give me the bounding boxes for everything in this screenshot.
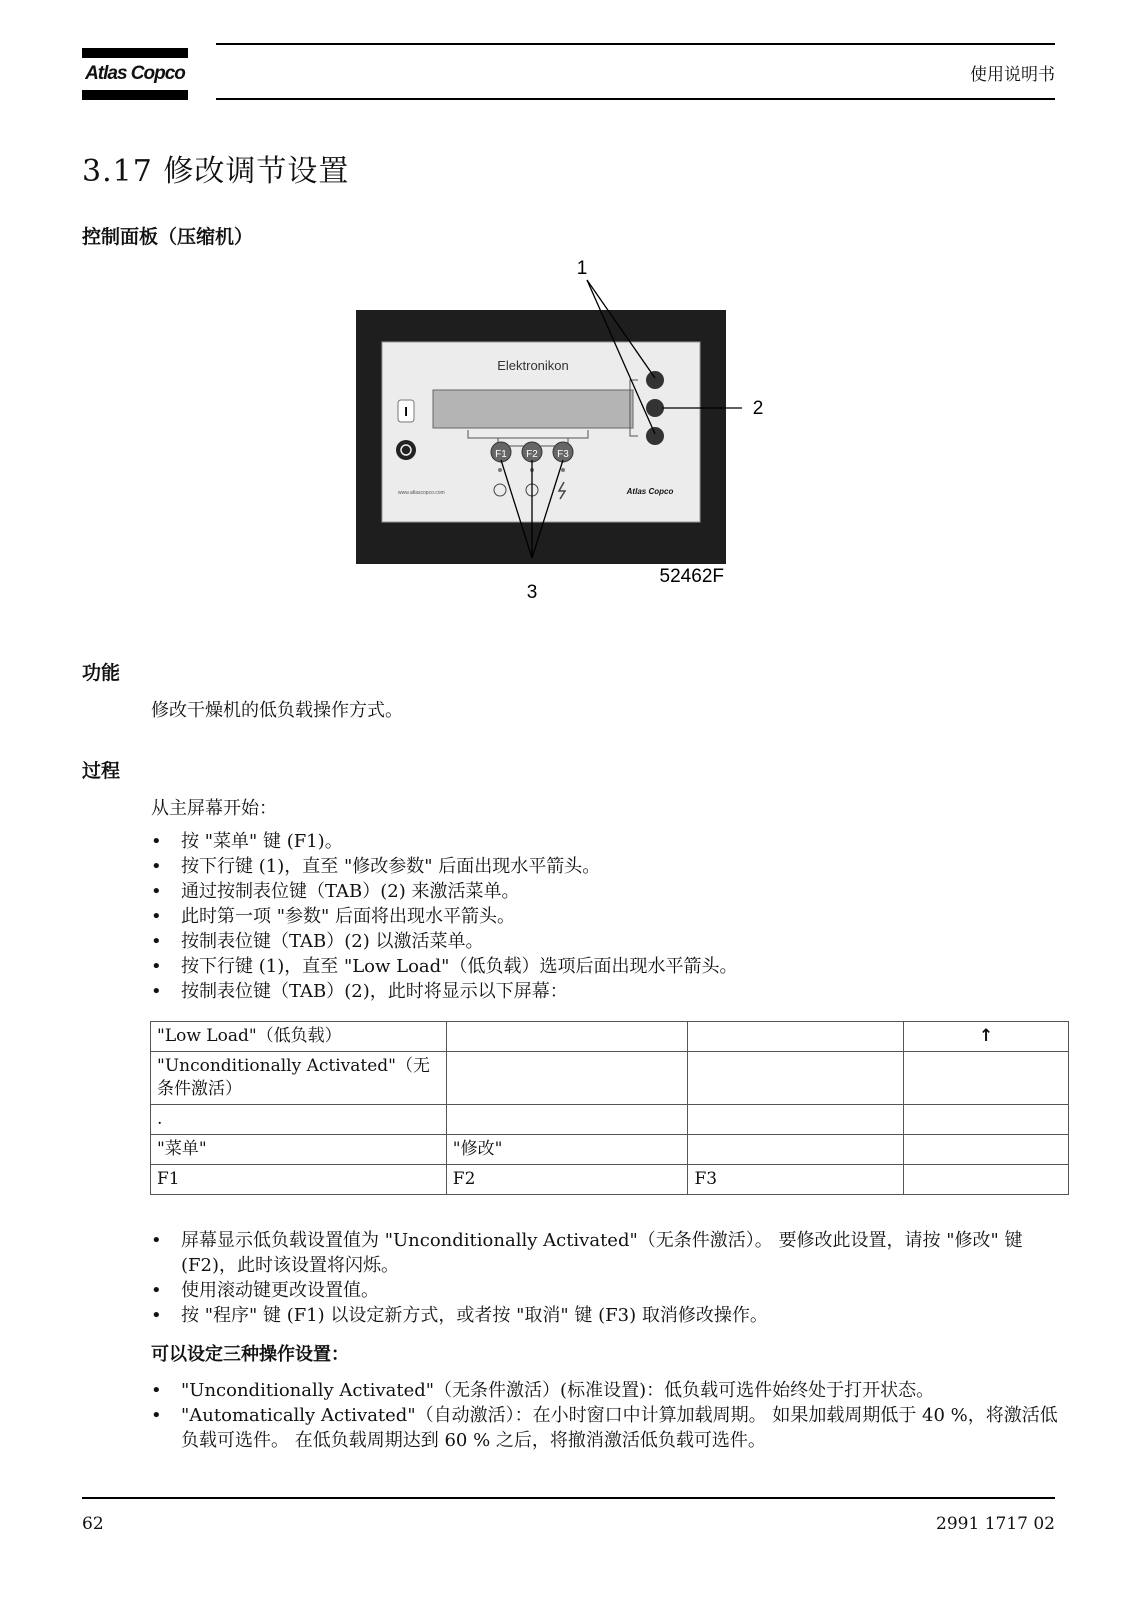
modify-step: • 使用滚动键更改设置值。 <box>151 1278 1051 1303</box>
mode-item: • "Automatically Activated"（自动激活）：在小时窗口中计算加载周期。 如果加载周期低于 40 %，将激活低负载可选件。 在低负载周期达到 60 % 之后，将撤消激活低负载可选件。 <box>151 1403 1061 1453</box>
procedure-intro: 从主屏幕开始： <box>151 798 277 819</box>
procedure-step: • 按制表位键（TAB）(2) 以激活菜单。 <box>151 929 737 954</box>
page-number: 62 <box>82 1514 104 1534</box>
modify-step: • 屏幕显示低负载设置值为 "Unconditionally Activated"（无条件激活）。 要修改此设置，请按 "修改" 键 (F2)，此时该设置将闪烁。 <box>151 1228 1051 1278</box>
callout-1: 1 <box>576 258 588 279</box>
procedure-step: • 按 "菜单" 键 (F1)。 <box>151 829 737 854</box>
section-title: 3.17 修改调节设置 <box>82 154 350 189</box>
down-key <box>646 427 664 445</box>
table-cell: F2 <box>446 1165 688 1195</box>
table-cell <box>904 1105 1069 1135</box>
up-arrow-icon: ↑ <box>904 1022 1069 1052</box>
header-rule-bottom <box>216 98 1055 100</box>
table-cell <box>446 1105 688 1135</box>
table-cell: "Unconditionally Activated"（无条件激活） <box>151 1052 447 1105</box>
procedure-step: • 此时第一项 "参数" 后面将出现水平箭头。 <box>151 904 737 929</box>
stop-key <box>396 440 416 460</box>
table-cell: F1 <box>151 1165 447 1195</box>
table-cell: "菜单" <box>151 1135 447 1165</box>
panel-url: www.atlascopco.com <box>398 490 445 496</box>
display-screen-table <box>150 1021 1069 1195</box>
f1-key-label: F1 <box>495 449 507 460</box>
procedure-step: • 按制表位键（TAB）(2)，此时将显示以下屏幕： <box>151 979 737 1004</box>
table-row <box>151 1165 1069 1195</box>
brand-logo: Atlas Copco <box>85 63 185 84</box>
modify-step: • 按 "程序" 键 (F1) 以设定新方式，或者按 "取消" 键 (F3) 取消修改操作。 <box>151 1303 1051 1328</box>
function-text: 修改干燥机的低负载操作方式。 <box>151 700 403 721</box>
document-number: 2991 1717 02 <box>936 1514 1055 1534</box>
table-cell <box>446 1022 688 1052</box>
table-cell <box>688 1135 904 1165</box>
table-cell <box>446 1052 688 1105</box>
mode-item: • "Unconditionally Activated"（无条件激活）(标准设置)：低负载可选件始终处于打开状态。 <box>151 1378 1061 1403</box>
callout-3: 3 <box>526 582 538 603</box>
procedure-step: • 通过按制表位键（TAB）(2) 来激活菜单。 <box>151 879 737 904</box>
table-cell <box>688 1105 904 1135</box>
procedure-step: • 按下行键 (1)，直至 "Low Load"（低负载）选项后面出现水平箭头。 <box>151 954 737 979</box>
control-panel-figure <box>340 258 790 614</box>
table-cell <box>904 1052 1069 1105</box>
table-cell <box>904 1165 1069 1195</box>
function-heading: 功能 <box>82 662 121 684</box>
f3-key-label: F3 <box>557 449 569 460</box>
table-cell: "修改" <box>446 1135 688 1165</box>
procedure-heading: 过程 <box>82 760 121 782</box>
table-row <box>151 1022 1069 1052</box>
header-rule-top <box>216 43 1055 45</box>
figure-id: 52462F <box>659 566 724 587</box>
panel-heading: 控制面板（压缩机） <box>82 226 254 248</box>
footer-rule <box>82 1497 1055 1499</box>
up-key <box>646 371 664 389</box>
document-title: 使用说明书 <box>970 65 1055 85</box>
elektronikon-brand: Elektronikon <box>497 358 569 373</box>
modes-heading: 可以设定三种操作设置： <box>151 1344 349 1365</box>
table-row <box>151 1052 1069 1105</box>
logo-bar-top <box>82 48 188 58</box>
modes-list <box>151 1378 1061 1453</box>
modify-steps <box>151 1228 1051 1328</box>
table-cell: F3 <box>688 1165 904 1195</box>
procedure-step: • 按下行键 (1)，直至 "修改参数" 后面出现水平箭头。 <box>151 854 737 879</box>
table-cell <box>688 1052 904 1105</box>
callout-2: 2 <box>752 398 764 419</box>
table-cell <box>904 1135 1069 1165</box>
table-cell <box>688 1022 904 1052</box>
tab-key <box>646 399 664 417</box>
table-cell: . <box>151 1105 447 1135</box>
f2-key-label: F2 <box>526 449 538 460</box>
table-cell: "Low Load"（低负载） <box>151 1022 447 1052</box>
table-row <box>151 1105 1069 1135</box>
procedure-steps <box>151 829 737 1004</box>
panel-logo: Atlas Copco <box>626 487 674 496</box>
start-key: I <box>404 404 408 419</box>
table-row <box>151 1135 1069 1165</box>
logo-bar-bottom <box>82 90 188 100</box>
